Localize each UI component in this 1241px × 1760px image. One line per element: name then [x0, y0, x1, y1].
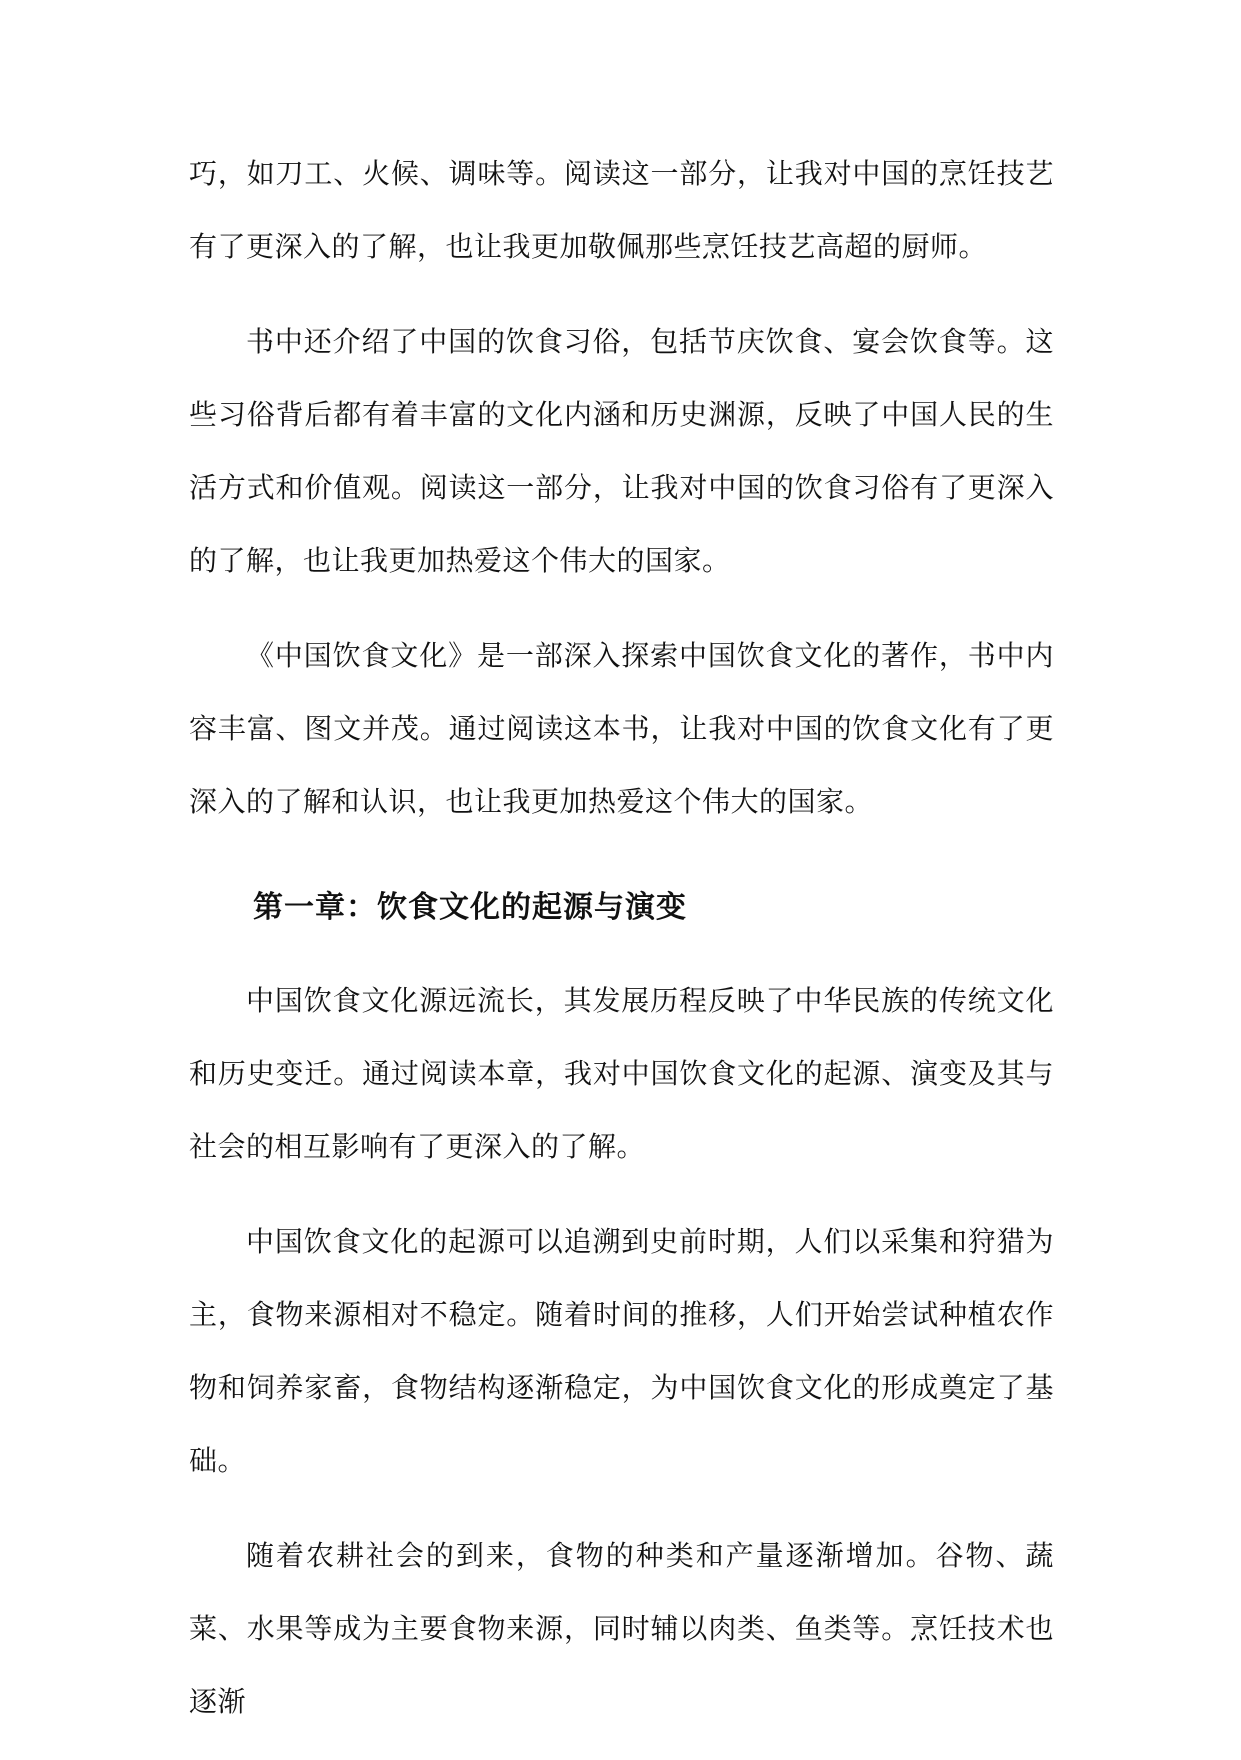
paragraph-continuation: 巧，如刀工、火候、调味等。阅读这一部分，让我对中国的烹饪技艺有了更深入的了解，也让我更加敬佩那些烹饪技艺高超的厨师。	[189, 157, 1054, 263]
paragraph: 中国饮食文化源远流长，其发展历程反映了中华民族的传统文化和历史变迁。通过阅读本章，我对中国饮食文化的起源、演变及其与社会的相互影响有了更深入的了解。	[189, 984, 1054, 1163]
paragraph: 《中国饮食文化》是一部深入探索中国饮食文化的著作，书中内容丰富、图文并茂。通过阅读这本书，让我对中国的饮食文化有了更深入的了解和认识，也让我更加热爱这个伟大的国家。	[189, 639, 1054, 818]
paragraph: 随着农耕社会的到来，食物的种类和产量逐渐增加。谷物、蔬菜、水果等成为主要食物来源，同时辅以肉类、鱼类等。烹饪技术也逐渐	[189, 1539, 1054, 1718]
paragraph: 书中还介绍了中国的饮食习俗，包括节庆饮食、宴会饮食等。这些习俗背后都有着丰富的文化内涵和历史渊源，反映了中国人民的生活方式和价值观。阅读这一部分，让我对中国的饮食习俗有了更深入的了解，也让我更加热爱这个伟大的国家。	[189, 325, 1054, 577]
body-text	[189, 137, 1054, 1760]
paragraph: 中国饮食文化的起源可以追溯到史前时期，人们以采集和狩猎为主，食物来源相对不稳定。随着时间的推移，人们开始尝试种植农作物和饲养家畜，食物结构逐渐稳定，为中国饮食文化的形成奠定了基础。	[189, 1225, 1054, 1477]
chapter-heading: 第一章：饮食文化的起源与演变	[253, 890, 687, 925]
